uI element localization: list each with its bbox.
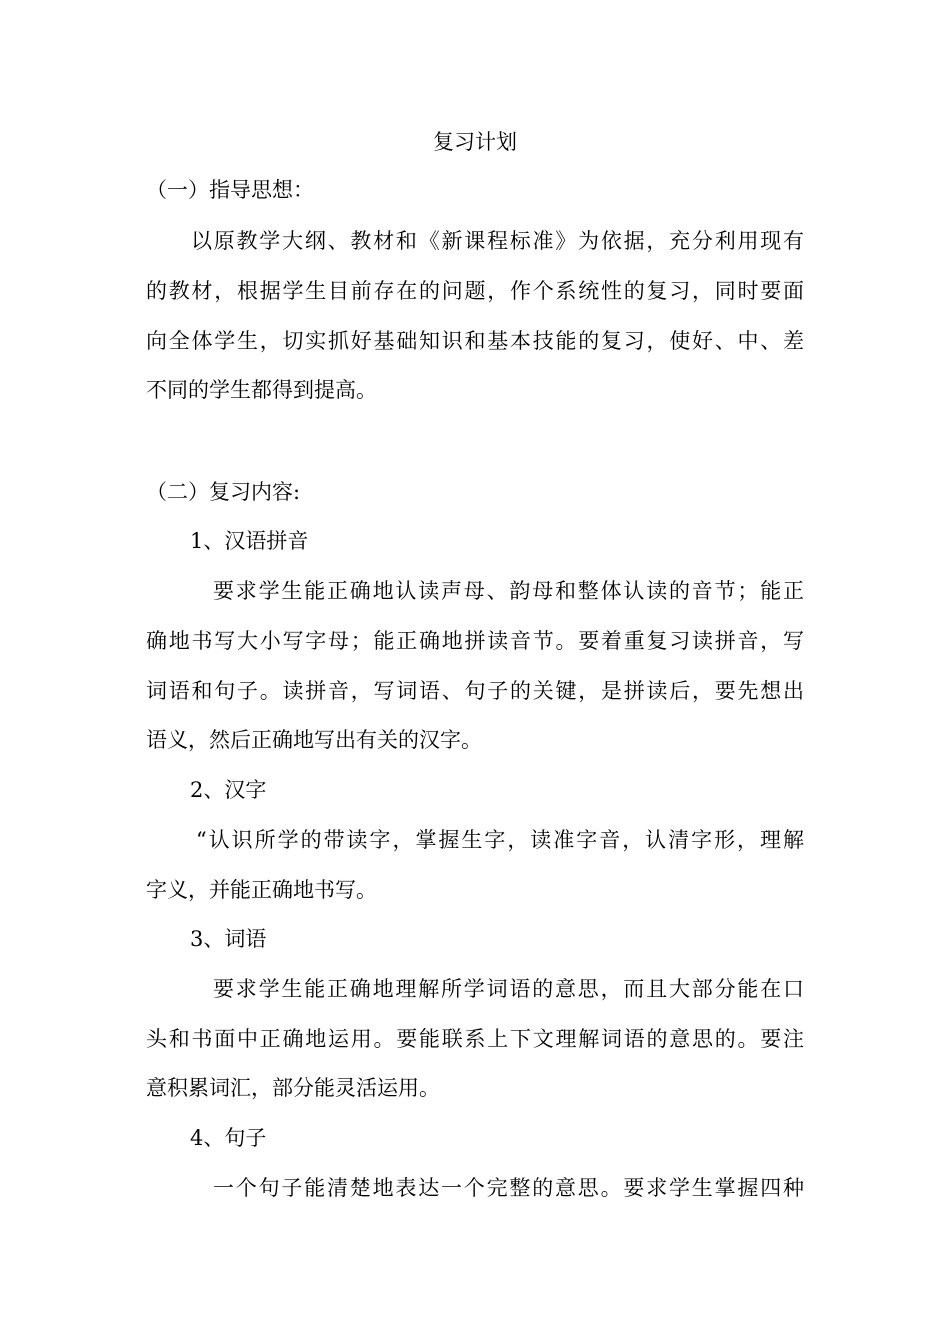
- paragraph-line: 要求学生能正确地认读声母、韵母和整体认读的音节；能正: [213, 579, 804, 603]
- paragraph-line: 要求学生能正确地理解所学词语的意思，而且大部分能在口: [213, 977, 804, 1001]
- section-heading-guiding-ideology: （一）指导思想：: [146, 178, 314, 202]
- paragraph-line: 字义，并能正确地书写。: [146, 878, 377, 902]
- paragraph-line: 向全体学生，切实抓好基础知识和基本技能的复习，使好、中、差: [146, 329, 804, 353]
- paragraph-line: 以原教学大纲、教材和《新课程标准》为依据，充分利用现有: [191, 229, 804, 253]
- paragraph-line: “认识所学的带读字，掌握生字，读准字音，认清字形，理解: [196, 828, 804, 852]
- paragraph-line: 词语和句子。读拼音，写词语、句子的关键，是拼读后，要先想出: [146, 679, 804, 703]
- document-title: 复习计划: [433, 130, 517, 154]
- item-label-sentences: 4、句子: [190, 1126, 267, 1150]
- section-heading-review-content: （二）复习内容:: [146, 480, 301, 504]
- paragraph-line: 头和书面中正确地运用。要能联系上下文理解词语的意思的。要注: [146, 1027, 804, 1051]
- item-label-pinyin: 1、汉语拼音: [190, 529, 309, 553]
- item-label-words: 3、词语: [190, 927, 267, 951]
- paragraph-line: 的教材，根据学生目前存在的问题，作个系统性的复习，同时要面: [146, 279, 804, 303]
- paragraph-line: 语义，然后正确地写出有关的汉字。: [146, 728, 482, 752]
- paragraph-line: 意积累词汇，部分能灵活运用。: [146, 1076, 440, 1100]
- item-label-chinese-characters: 2、汉字: [190, 778, 267, 802]
- paragraph-line: 不同的学生都得到提高。: [146, 378, 377, 402]
- paragraph-line: 确地书写大小写字母；能正确地拼读音节。要着重复习读拼音，写: [146, 629, 804, 653]
- paragraph-line: 一个句子能清楚地表达一个完整的意思。要求学生掌握四种: [213, 1176, 804, 1200]
